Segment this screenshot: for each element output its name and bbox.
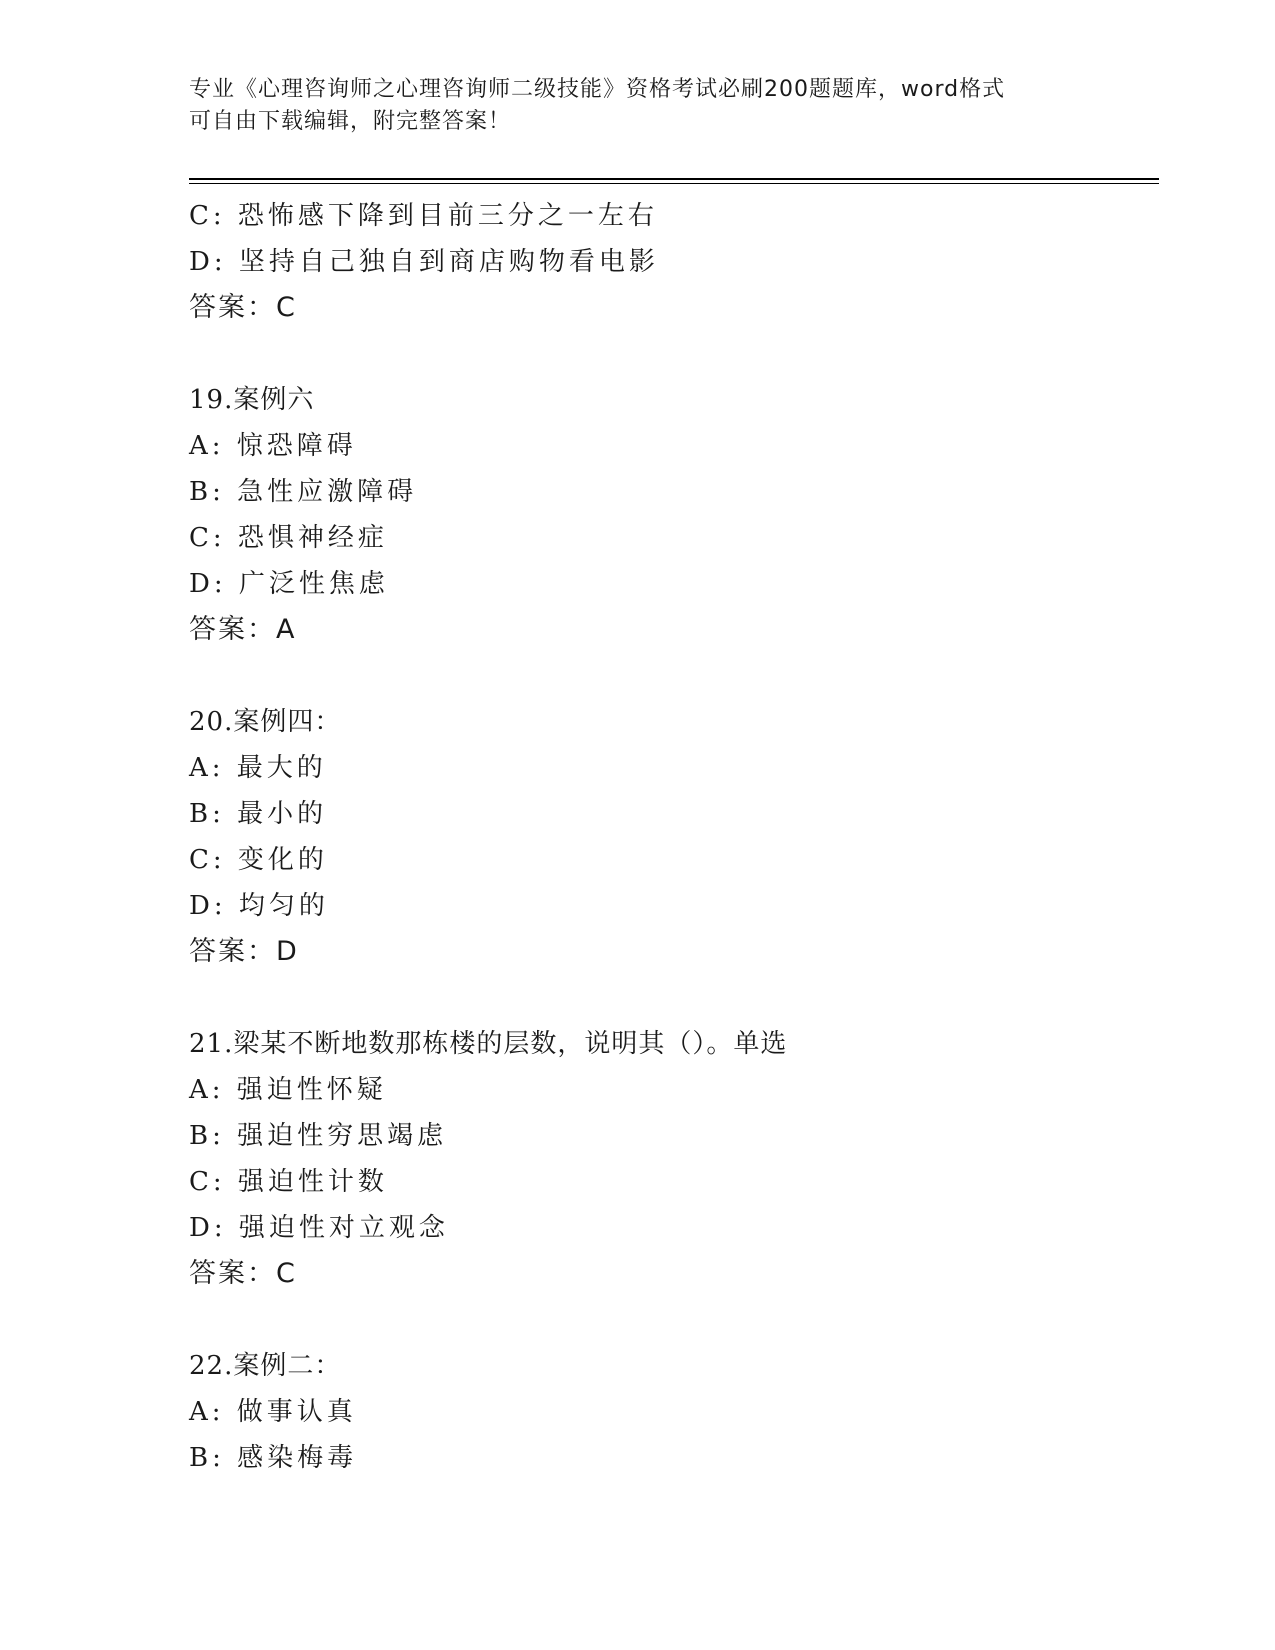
question-19 xyxy=(189,377,1149,653)
question-title: 20.案例四： xyxy=(189,707,342,737)
option-a: A: 最大的 xyxy=(189,753,327,783)
option-c: C: 恐怖感下降到目前三分之一左右 xyxy=(189,201,658,231)
header-line-2: 可自由下载编辑，附完整答案！ xyxy=(189,109,512,134)
spacer xyxy=(189,331,1149,377)
option-d: D: 均匀的 xyxy=(189,891,329,921)
question-21 xyxy=(189,1021,1149,1297)
option-d: D: 广泛性焦虑 xyxy=(189,569,389,599)
question-title: 22.案例二： xyxy=(189,1351,342,1381)
answer-line: 答案：C xyxy=(189,292,297,323)
option-d: D: 强迫性对立观念 xyxy=(189,1213,449,1243)
option-c: C: 强迫性计数 xyxy=(189,1167,388,1197)
answer-line: 答案：C xyxy=(189,1258,297,1289)
option-b: B: 急性应激障碍 xyxy=(189,477,418,507)
document-header xyxy=(189,74,1089,138)
option-b: B: 感染梅毒 xyxy=(189,1443,358,1473)
spacer xyxy=(189,975,1149,1021)
header-rule-thick xyxy=(189,178,1159,180)
answer-line: 答案：D xyxy=(189,936,299,967)
option-b: B: 最小的 xyxy=(189,799,328,829)
option-c: C: 恐惧神经症 xyxy=(189,523,388,553)
option-b: B: 强迫性穷思竭虑 xyxy=(189,1121,448,1151)
question-title: 21.梁某不断地数那栋楼的层数，说明其（）。单选 xyxy=(189,1029,788,1059)
question-continued xyxy=(189,193,1149,331)
header-line-1: 专业《心理咨询师之心理咨询师二级技能》资格考试必刷200题题库，word格式 xyxy=(189,77,1006,102)
spacer xyxy=(189,653,1149,699)
question-list xyxy=(189,193,1149,1481)
question-22 xyxy=(189,1343,1149,1481)
header-rule-thin xyxy=(189,183,1159,184)
question-20 xyxy=(189,699,1149,975)
question-title: 19.案例六 xyxy=(189,385,315,415)
spacer xyxy=(189,1297,1149,1343)
option-c: C: 变化的 xyxy=(189,845,328,875)
option-a: A: 强迫性怀疑 xyxy=(189,1075,387,1105)
option-a: A: 惊恐障碍 xyxy=(189,431,357,461)
answer-line: 答案：A xyxy=(189,614,297,645)
option-a: A: 做事认真 xyxy=(189,1397,357,1427)
option-d: D: 坚持自己独自到商店购物看电影 xyxy=(189,247,659,277)
